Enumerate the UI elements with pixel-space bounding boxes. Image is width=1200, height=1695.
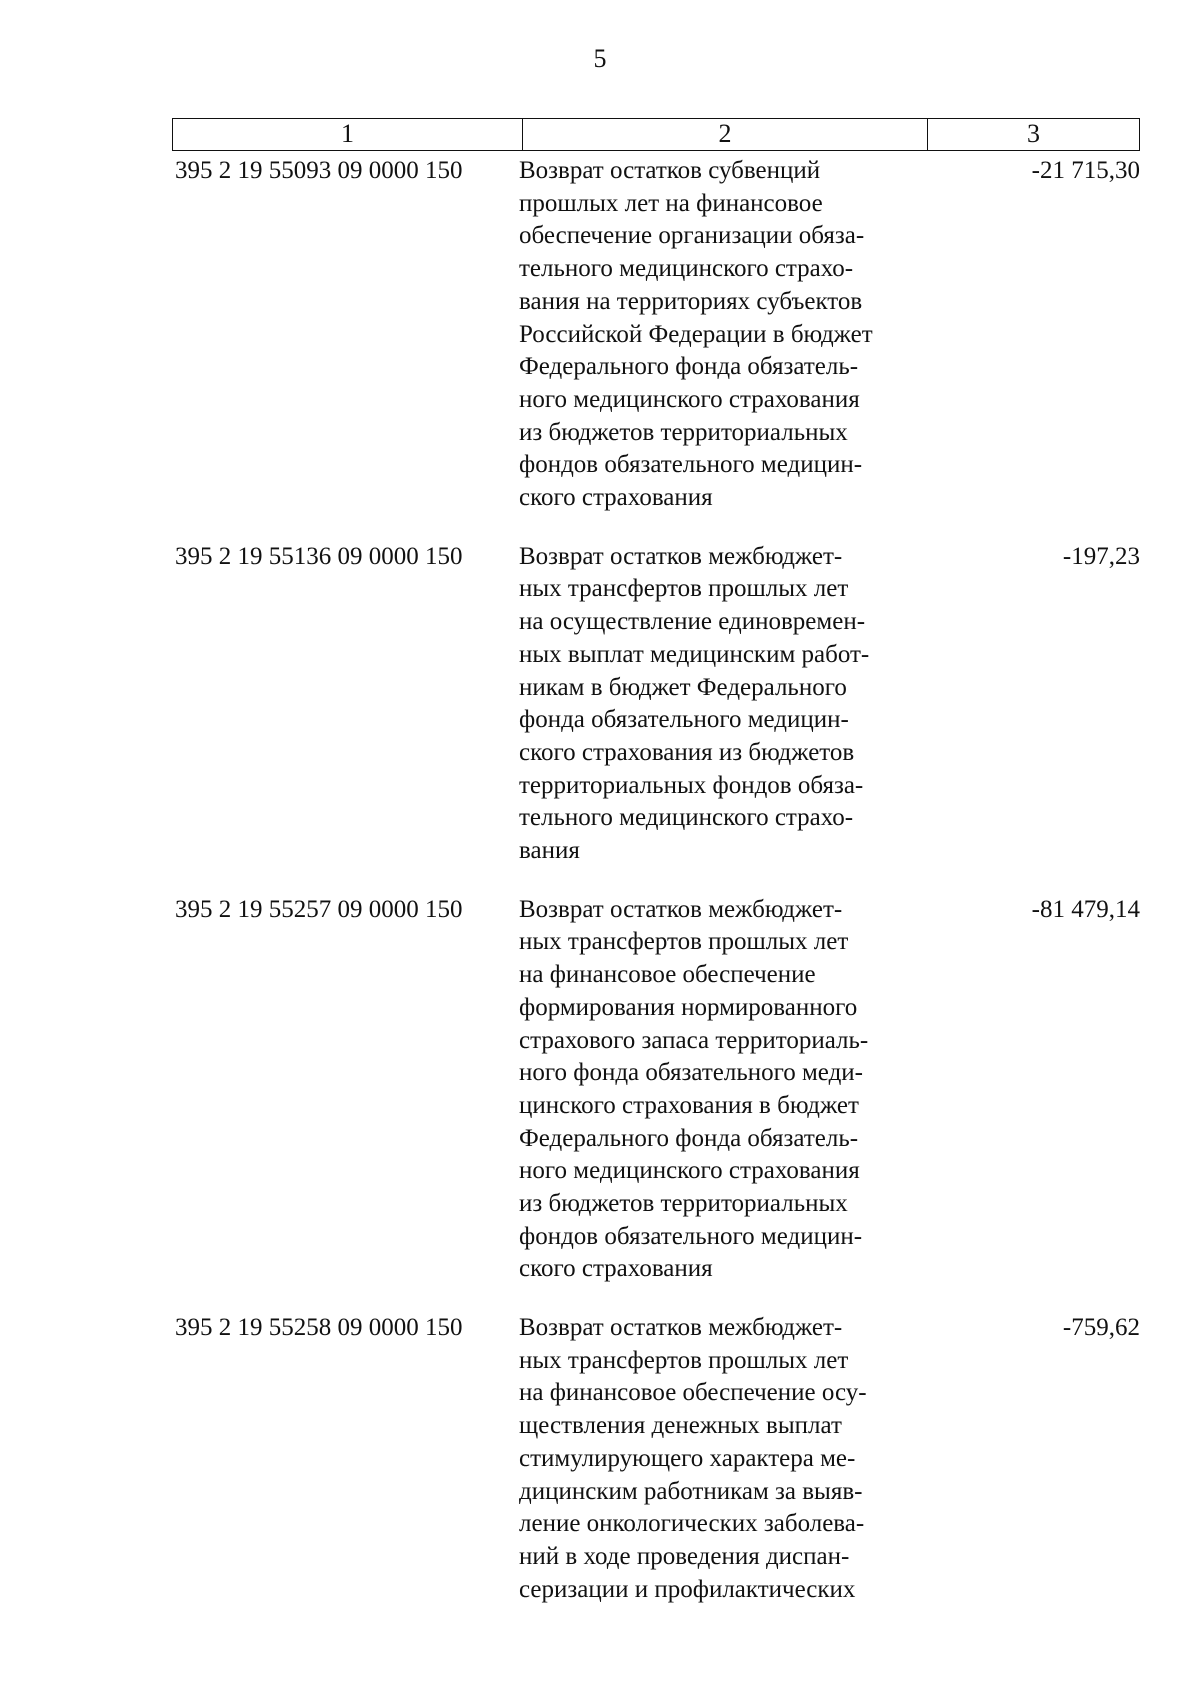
- row-amount: -197,23: [1062, 542, 1140, 570]
- description-line: стимулирующего характера ме-: [519, 1444, 856, 1472]
- table-row: [0, 541, 1200, 894]
- description-line: ний в ходе проведения диспан-: [519, 1543, 850, 1570]
- description-line: ского страхования из бюджетов: [519, 738, 855, 766]
- description-line: Возврат остатков межбюджет-: [519, 1314, 843, 1342]
- description-line: Федерального фонда обязатель-: [519, 353, 859, 381]
- description-line: Возврат остатков субвенций: [519, 157, 821, 184]
- description-line: на осуществление единовремен-: [519, 608, 866, 636]
- description-line: обеспечение организации обяза-: [519, 222, 865, 250]
- description-line: фондов обязательного медицин-: [519, 451, 863, 479]
- table-body: [0, 155, 1200, 1632]
- table-row: [0, 894, 1200, 1312]
- description-line: ного медицинского страхования: [519, 385, 860, 413]
- description-line: ление онкологических заболева-: [519, 1510, 865, 1538]
- description-line: на финансовое обеспечение осу-: [519, 1379, 867, 1407]
- budget-code: 395 2 19 55093 09 0000 150: [175, 157, 463, 184]
- description-line: формирования нормированного: [519, 993, 858, 1021]
- table-header: [172, 118, 1140, 151]
- column-header-3: 3: [1027, 119, 1040, 148]
- budget-code: 395 2 19 55136 09 0000 150: [175, 542, 463, 570]
- budget-code: 395 2 19 55258 09 0000 150: [175, 1314, 463, 1342]
- table-row: [0, 155, 1200, 541]
- description-line: на финансовое обеспечение: [519, 961, 816, 989]
- description-line: вания на территориях субъектов: [519, 287, 863, 315]
- row-amount: -759,62: [1062, 1314, 1140, 1342]
- description-line: Федерального фонда обязатель-: [519, 1124, 859, 1152]
- row-description: [519, 1312, 929, 1606]
- description-line: из бюджетов территориальных: [519, 418, 848, 446]
- row-amount: -21 715,30: [1031, 157, 1140, 184]
- description-line: тельного медицинского страхо-: [519, 804, 854, 832]
- column-header-1: 1: [173, 119, 523, 150]
- row-amount: -81 479,14: [1031, 895, 1140, 923]
- table-row: [0, 1312, 1200, 1632]
- description-line: ных трансфертов прошлых лет: [519, 1346, 849, 1374]
- description-line: ных трансфертов прошлых лет: [519, 928, 849, 956]
- description-line: Возврат остатков межбюджет-: [519, 542, 843, 570]
- page-number: 5: [593, 44, 607, 73]
- description-line: ного медицинского страхования: [519, 1157, 860, 1185]
- description-line: Российской Федерации в бюджет: [519, 320, 873, 348]
- description-line: цинского страхования в бюджет: [519, 1091, 859, 1119]
- description-line: страхового запаса территориаль-: [519, 1026, 869, 1054]
- description-line: прошлых лет на финансовое: [519, 189, 823, 217]
- description-line: ных выплат медицинским работ-: [519, 640, 870, 668]
- description-line: ществления денежных выплат: [519, 1412, 842, 1440]
- description-line: ного фонда обязательного меди-: [519, 1059, 863, 1087]
- description-line: вания: [519, 837, 580, 865]
- column-header-2: 2: [523, 119, 928, 150]
- description-line: серизации и профилактических: [519, 1575, 856, 1603]
- description-line: ского страхования: [519, 1255, 713, 1283]
- description-line: ского страхования: [519, 484, 713, 512]
- row-description: [519, 894, 929, 1286]
- row-description: [519, 541, 929, 868]
- description-line: Возврат остатков межбюджет-: [519, 895, 843, 923]
- budget-code: 395 2 19 55257 09 0000 150: [175, 895, 463, 923]
- description-line: дицинским работникам за выяв-: [519, 1477, 863, 1505]
- row-description: [519, 155, 929, 515]
- description-line: ных трансфертов прошлых лет: [519, 575, 849, 603]
- description-line: тельного медицинского страхо-: [519, 255, 854, 283]
- description-line: из бюджетов территориальных: [519, 1190, 848, 1218]
- page-number-container: [0, 44, 1200, 74]
- description-line: фондов обязательного медицин-: [519, 1222, 863, 1250]
- description-line: фонда обязательного медицин-: [519, 706, 849, 734]
- description-line: никам в бюджет Федерального: [519, 673, 847, 701]
- description-line: территориальных фондов обяза-: [519, 771, 864, 799]
